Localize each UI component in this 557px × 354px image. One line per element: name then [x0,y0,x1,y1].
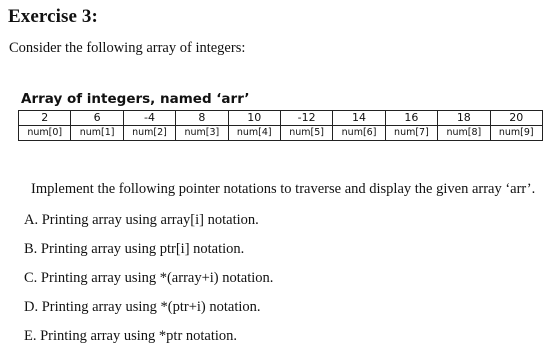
intro-text: Consider the following array of integers: [9,40,246,56]
array-value: 8 [176,111,228,126]
array-label: num[1] [71,126,123,141]
array-label: num[9] [490,126,542,141]
array-value: 18 [438,111,490,126]
array-values-row [19,111,543,126]
array-value: 14 [333,111,385,126]
option-e: E. Printing array using *ptr notation. [24,328,238,344]
array-value: 20 [490,111,542,126]
array-value: 16 [385,111,437,126]
option-b: B. Printing array using ptr[i] notation. [24,241,245,257]
array-labels-row [19,126,543,141]
array-label: num[4] [228,126,280,141]
array-value: -12 [280,111,332,126]
array-table [18,110,543,141]
exercise-title: Exercise 3: [8,6,98,27]
array-value: -4 [123,111,175,126]
instruction-text: Implement the following pointer notations to traverse and display the given array ‘arr’. [31,181,536,197]
option-c: C. Printing array using *(array+i) notation. [24,270,274,286]
array-label: num[0] [19,126,71,141]
option-a: A. Printing array using array[i] notation. [24,212,259,228]
array-label: num[5] [280,126,332,141]
array-label: num[3] [176,126,228,141]
array-label: num[7] [385,126,437,141]
array-caption: Array of integers, named ‘arr’ [21,91,250,107]
array-value: 2 [19,111,71,126]
array-label: num[6] [333,126,385,141]
array-label: num[2] [123,126,175,141]
array-value: 10 [228,111,280,126]
array-label: num[8] [438,126,490,141]
array-value: 6 [71,111,123,126]
option-d: D. Printing array using *(ptr+i) notation. [24,299,261,315]
